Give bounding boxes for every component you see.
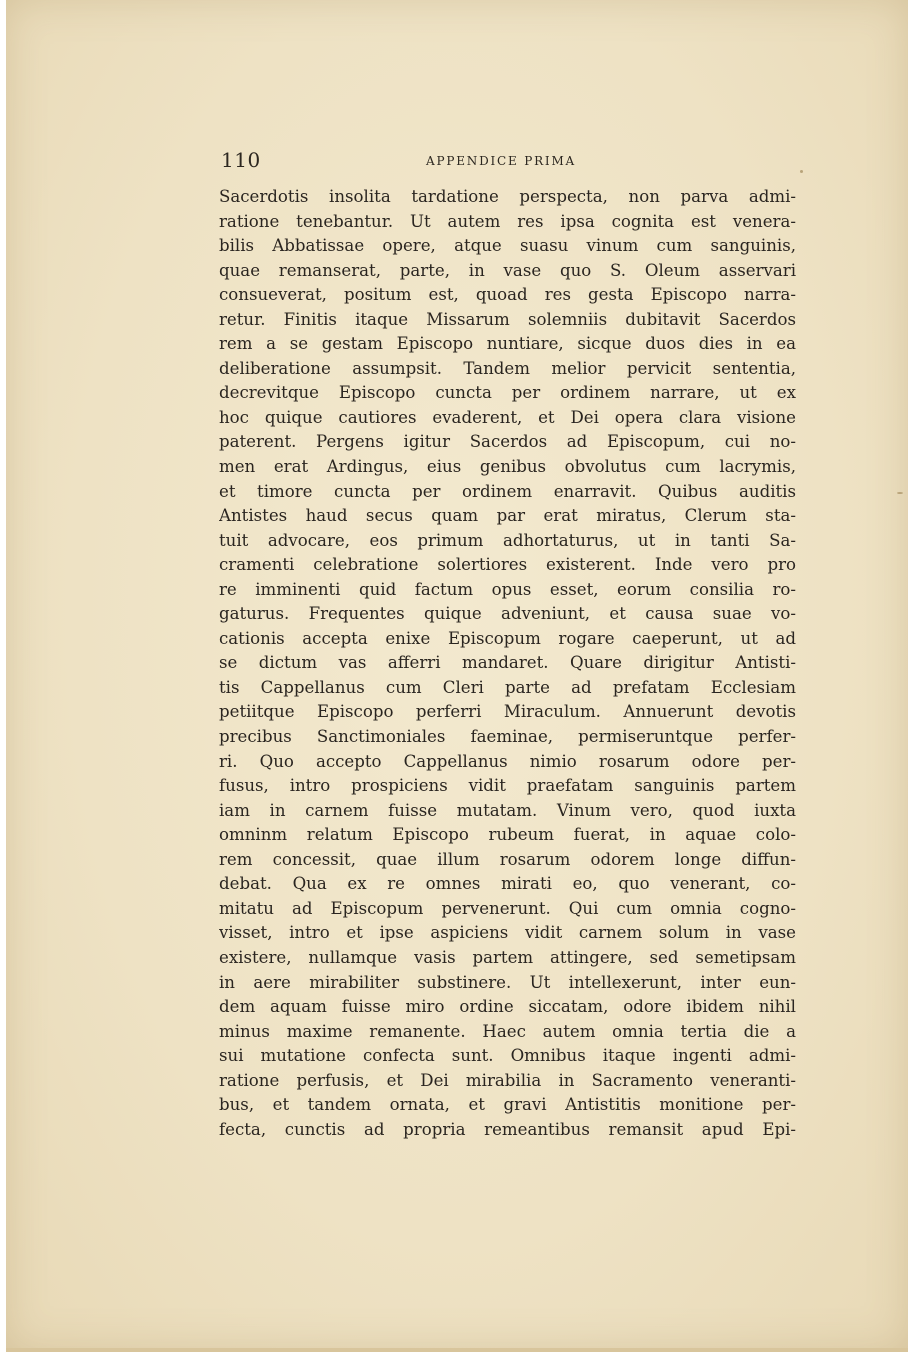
text-line: Antistes haud secus quam par erat miratus, Clerum sta- xyxy=(219,506,796,526)
page-bottom-edge xyxy=(6,1348,908,1352)
text-line: sui mutatione confecta sunt. Omnibus itaque ingenti admi- xyxy=(219,1046,796,1066)
page-number: 110 xyxy=(221,148,261,172)
text-line: et timore cuncta per ordinem enarravit. Quibus auditis xyxy=(219,481,796,501)
text-line: bilis Abbatissae opere, atque suasu vinum cum sanguinis, xyxy=(219,236,796,256)
text-line: existere, nullamque vasis partem attingere, sed semetipsam xyxy=(219,947,796,967)
body-text xyxy=(219,185,796,1142)
text-line: ri. Quo accepto Cappellanus nimio rosarum odore per- xyxy=(219,751,796,771)
text-line: gaturus. Frequentes quique adveniunt, et causa suae vo- xyxy=(219,604,796,624)
text-line: consueverat, positum est, quoad res gesta Episcopo narra- xyxy=(219,285,796,305)
text-line: fecta, cunctis ad propria remeantibus remansit apud Epi- xyxy=(219,1119,796,1139)
text-line: ratione tenebantur. Ut autem res ipsa cognita est venera- xyxy=(219,211,796,231)
text-line: ratione perfusis, et Dei mirabilia in Sacramento veneranti- xyxy=(219,1070,796,1090)
text-line: tuit advocare, eos primum adhortaturus, ut in tanti Sa- xyxy=(219,530,796,550)
text-line: petiitque Episcopo perferri Miraculum. Annuerunt devotis xyxy=(219,702,796,722)
text-line: minus maxime remanente. Haec autem omnia tertia die a xyxy=(219,1021,796,1041)
running-title: APPENDICE PRIMA xyxy=(426,154,576,168)
text-line: rem concessit, quae illum rosarum odorem longe diffun- xyxy=(219,849,796,869)
text-line: visset, intro et ipse aspiciens vidit carnem solum in vase xyxy=(219,923,796,943)
text-line: dem aquam fuisse miro ordine siccatam, odore ibidem nihil xyxy=(219,997,796,1017)
text-line: tis Cappellanus cum Cleri parte ad prefatam Ecclesiam xyxy=(219,677,796,697)
text-line: fusus, intro prospiciens vidit praefatam sanguinis partem xyxy=(219,776,796,796)
text-line: bus, et tandem ornata, et gravi Antistitis monitione per- xyxy=(219,1095,796,1115)
text-line: debat. Qua ex re omnes mirati eo, quo venerant, co- xyxy=(219,874,796,894)
text-line: cationis accepta enixe Episcopum rogare caeperunt, ut ad xyxy=(219,628,796,648)
text-line: quae remanserat, parte, in vase quo S. Oleum asservari xyxy=(219,260,796,280)
text-line: rem a se gestam Episcopo nuntiare, sicque duos dies in ea xyxy=(219,334,796,354)
text-line: omninm relatum Episcopo rubeum fuerat, in aquae colo- xyxy=(219,825,796,845)
text-line: se dictum vas afferri mandaret. Quare dirigitur Antisti- xyxy=(219,653,796,673)
text-line: cramenti celebratione solertiores existerent. Inde vero pro xyxy=(219,555,796,575)
paper-speck xyxy=(897,492,903,494)
text-line: retur. Finitis itaque Missarum solemniis dubitavit Sacerdos xyxy=(219,309,796,329)
text-line: iam in carnem fuisse mutatam. Vinum vero, quod iuxta xyxy=(219,800,796,820)
text-line: Sacerdotis insolita tardatione perspecta, non parva admi- xyxy=(219,187,796,206)
text-line: men erat Ardingus, eius genibus obvolutus cum lacrymis, xyxy=(219,457,796,477)
text-line: deliberatione assumpsit. Tandem melior pervicit sententia, xyxy=(219,358,796,378)
text-line: re imminenti quid factum opus esset, eorum consilia ro- xyxy=(219,579,796,599)
text-line: precibus Sanctimoniales faeminae, permiseruntque perfer- xyxy=(219,727,796,747)
text-line: hoc quique cautiores evaderent, et Dei opera clara visione xyxy=(219,407,796,427)
text-line: paterent. Pergens igitur Sacerdos ad Episcopum, cui no- xyxy=(219,432,796,452)
text-line: decrevitque Episcopo cuncta per ordinem narrare, ut ex xyxy=(219,383,796,403)
text-line: mitatu ad Episcopum pervenerunt. Qui cum omnia cogno- xyxy=(219,898,796,918)
running-head xyxy=(221,148,793,174)
text-line: in aere mirabiliter substinere. Ut intellexerunt, inter eun- xyxy=(219,972,796,992)
paper-speck xyxy=(800,170,803,173)
